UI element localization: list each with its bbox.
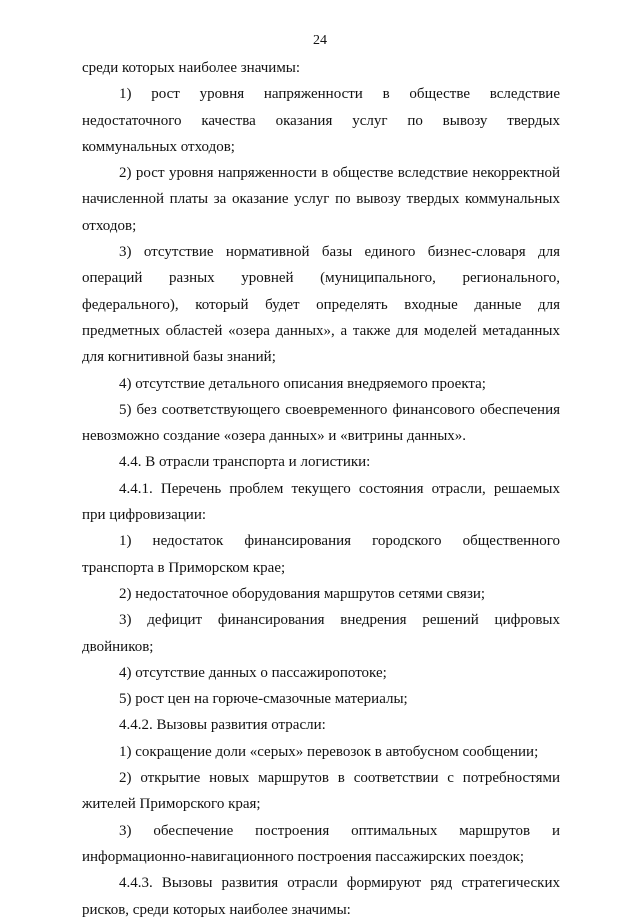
paragraph: среди которых наиболее значимы: xyxy=(82,60,301,76)
paragraph: 3) дефицит финансирования внедрения решений цифровых двойников; xyxy=(82,612,560,655)
paragraph: 4.4.1. Перечень проблем текущего состояния отрасли, решаемых при цифровизации: xyxy=(82,480,560,524)
paragraph: 4.4.2. Вызовы развития отрасли: xyxy=(119,717,326,734)
paragraph: 3) обеспечение построения оптимальных маршрутов и информационно-навигационного построения пассажирских поездок; xyxy=(82,822,560,865)
paragraph: 1) недостаток финансирования городского общественного транспорта в Приморском крае; xyxy=(82,533,560,576)
paragraph: 2) открытие новых маршрутов в соответствии с потребностями жителей Приморского края; xyxy=(82,770,560,813)
paragraph: 4.4. В отрасли транспорта и логистики: xyxy=(119,454,371,471)
paragraph: 1) сокращение доли «серых» перевозок в автобусном сообщении; xyxy=(119,743,539,760)
paragraph: 4.4.3. Вызовы развития отрасли формируют ряд стратегических рисков, среди которых наиболее значимы: xyxy=(82,875,560,918)
paragraph: 2) недостаточное оборудования маршрутов сетями связи; xyxy=(119,585,486,602)
paragraph: 5) рост цен на горюче-смазочные материалы; xyxy=(119,691,408,708)
paragraph: 1) рост уровня напряженности в обществе вследствие недостаточного качества оказания услуг по вывозу твердых коммунальных отходов; xyxy=(82,86,560,155)
paragraph: 4) отсутствие данных о пассажиропотоке; xyxy=(119,664,387,681)
paragraph: 2) рост уровня напряженности в обществе вследствие некорректной начисленной платы за оказание услуг по вывозу твердых коммунальных отходов; xyxy=(82,165,560,234)
document-body xyxy=(82,55,560,923)
paragraph: 5) без соответствующего своевременного финансового обеспечения невозможно создание «озера данных» и «витрины данных». xyxy=(82,401,560,445)
page-number: 24 xyxy=(313,33,327,48)
paragraph: 3) отсутствие нормативной базы единого бизнес-словаря для операций разных уровней (муниципального, регионального, федерального), который будет определять входные данные для предметных областей «озера данных», а также для моделей метаданных для когнитивной базы знаний; xyxy=(82,244,560,366)
paragraph: 4) отсутствие детального описания внедряемого проекта; xyxy=(119,375,486,392)
